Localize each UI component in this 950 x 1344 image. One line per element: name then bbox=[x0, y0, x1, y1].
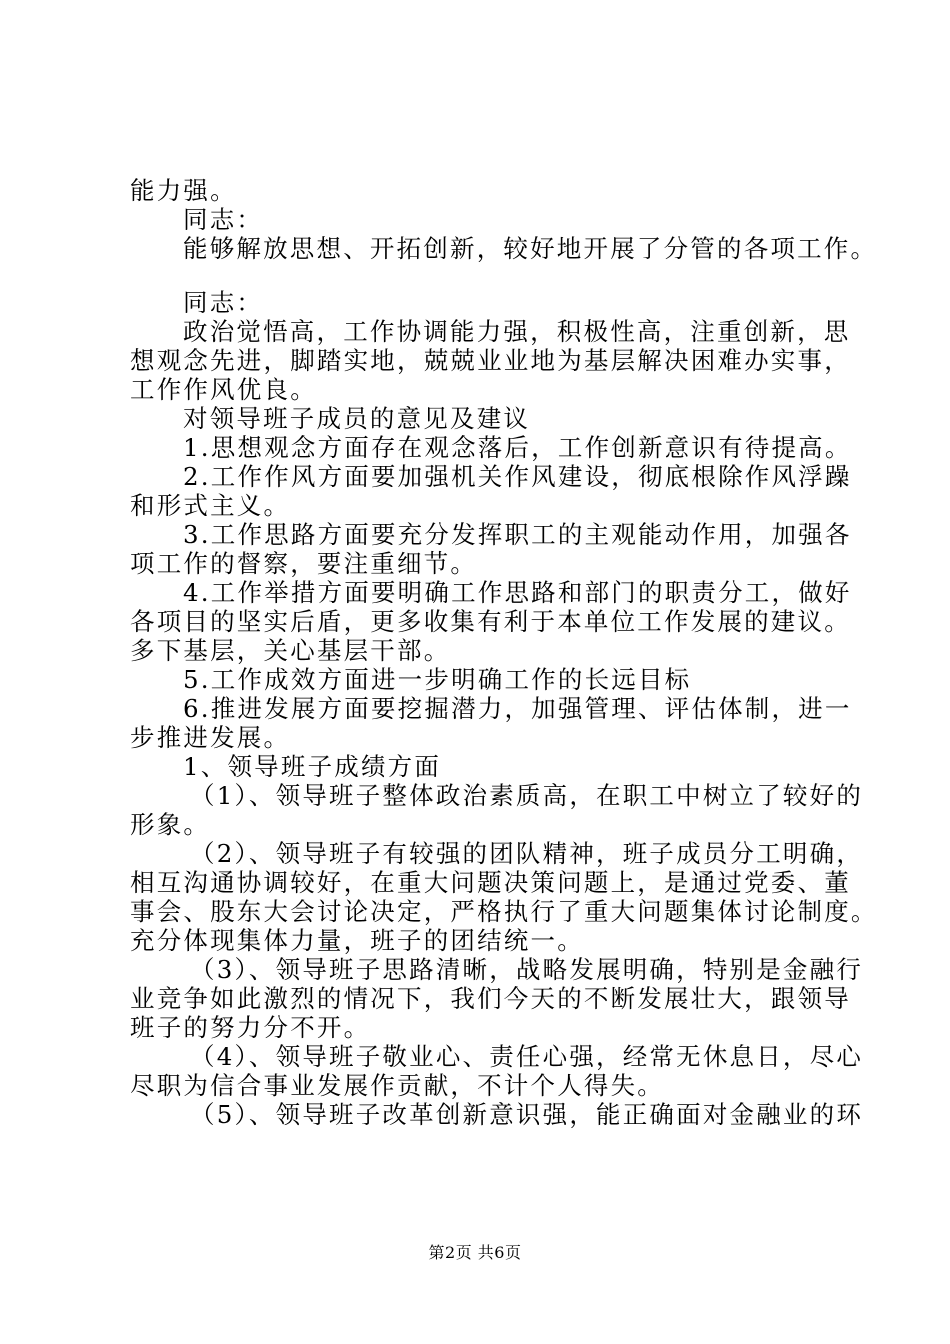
text-line: （2）、领导班子有较强的团队精神，班子成员分工明确， bbox=[190, 839, 864, 868]
text-line: 3.工作思路方面要充分发挥职工的主观能动作用，加强各 bbox=[183, 520, 852, 549]
text-line: 6.推进发展方面要挖掘潜力，加强管理、评估体制，进一 bbox=[183, 694, 852, 723]
document-body bbox=[130, 176, 878, 1129]
text-line: 能力强。 bbox=[130, 176, 237, 205]
text-line: 工作作风优良。 bbox=[130, 375, 317, 404]
text-line: 步推进发展。 bbox=[130, 723, 291, 752]
text-line: （1）、领导班子整体政治素质高，在职工中树立了较好的 bbox=[190, 781, 864, 810]
text-line: 1.思想观念方面存在观念落后，工作创新意识有待提高。 bbox=[183, 433, 852, 462]
text-line: 尽职为信合事业发展作贡献，不计个人得失。 bbox=[130, 1071, 664, 1100]
text-line: 政治觉悟高，工作协调能力强，积极性高，注重创新，思 bbox=[183, 317, 851, 346]
text-line: 项工作的督察，要注重细节。 bbox=[130, 549, 478, 578]
text-line: 1、领导班子成绩方面 bbox=[183, 752, 442, 781]
text-line: 同志： bbox=[183, 205, 264, 234]
text-line: 相互沟通协调较好，在重大问题决策问题上，是通过党委、董 bbox=[130, 868, 851, 897]
text-line: 各项目的坚实后盾，更多收集有利于本单位工作发展的建议。 bbox=[130, 607, 851, 636]
text-line: 事会、股东大会讨论决定，严格执行了重大问题集体讨论制度。 bbox=[130, 897, 878, 926]
text-line: （4）、领导班子敬业心、责任心强，经常无休息日，尽心 bbox=[190, 1042, 864, 1071]
text-line: 形象。 bbox=[130, 810, 211, 839]
page-number-footer: 第2页 共6页 bbox=[428, 1243, 522, 1262]
text-line: 2.工作作风方面要加强机关作风建设，彻底根除作风浮躁 bbox=[183, 462, 852, 491]
text-line: 充分体现集体力量，班子的团结统一。 bbox=[130, 926, 584, 955]
text-line: 对领导班子成员的意见及建议 bbox=[183, 404, 531, 433]
text-line: 同志： bbox=[183, 288, 264, 317]
text-line: （5）、领导班子改革创新意识强，能正确面对金融业的环 bbox=[190, 1100, 864, 1129]
text-line: 和形式主义。 bbox=[130, 491, 291, 520]
text-line: 5.工作成效方面进一步明确工作的长远目标 bbox=[183, 665, 692, 694]
text-line: 多下基层，关心基层干部。 bbox=[130, 636, 451, 665]
text-line: 4.工作举措方面要明确工作思路和部门的职责分工，做好 bbox=[183, 578, 852, 607]
text-line: （3）、领导班子思路清晰，战略发展明确，特别是金融行 bbox=[190, 955, 864, 984]
text-line: 业竞争如此激烈的情况下，我们今天的不断发展壮大，跟领导 bbox=[130, 984, 851, 1013]
paragraph-gap bbox=[130, 263, 850, 288]
text-line: 班子的努力分不开。 bbox=[130, 1013, 371, 1042]
text-line: 想观念先进，脚踏实地，兢兢业业地为基层解决困难办实事， bbox=[130, 346, 851, 375]
text-line: 能够解放思想、开拓创新，较好地开展了分管的各项工作。 bbox=[183, 234, 878, 263]
